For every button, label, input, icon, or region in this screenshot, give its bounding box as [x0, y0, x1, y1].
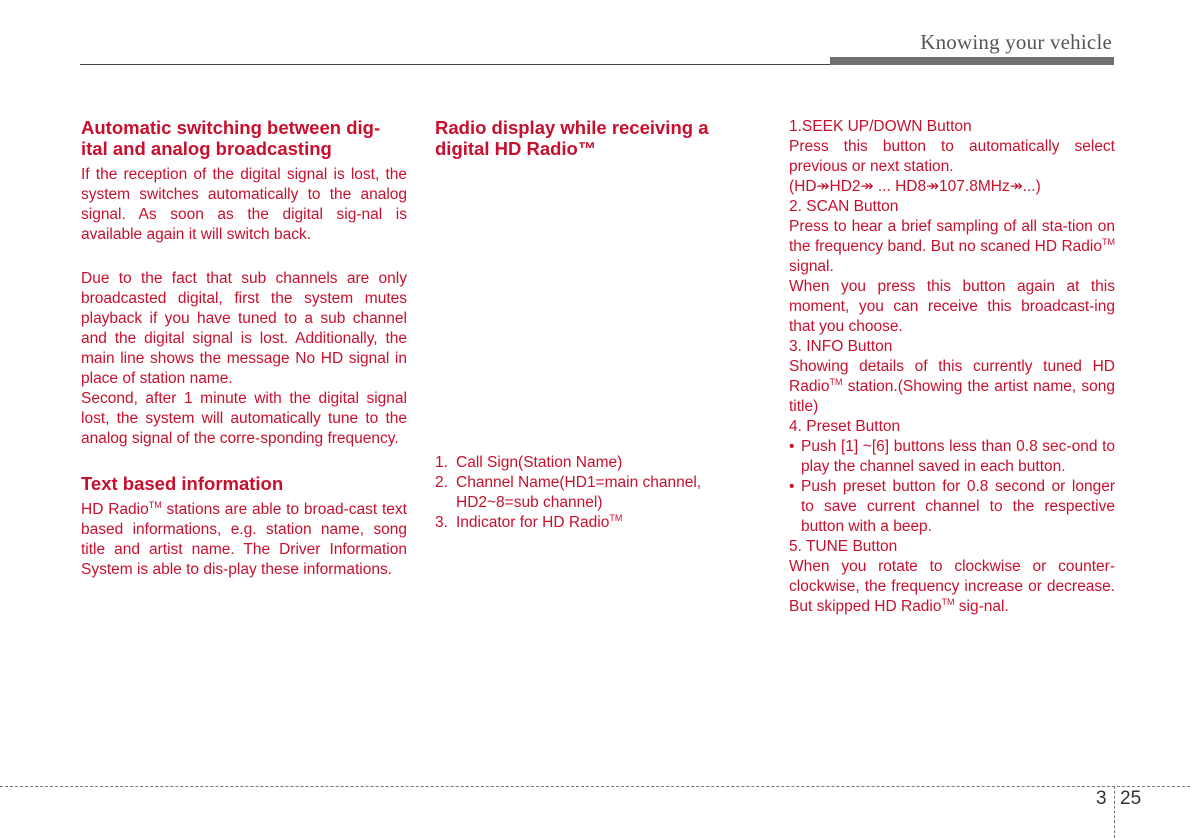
header-bar [830, 57, 1114, 65]
footer-dashed-rule [0, 786, 1190, 787]
column-middle [435, 117, 761, 533]
paragraph-seek: Press this button to automatically select previous or next station. [789, 138, 1115, 175]
paragraph-scan: Press to hear a brief sampling of all sta-tion on the frequency band. But no scaned HD Radio™ signal. [789, 218, 1115, 275]
paragraph-scan-again: When you press this button again at this moment, you can receive this broadcast-ing that you choose. [789, 278, 1115, 335]
list-item: 3. Indicator for HD Radio™ [435, 513, 623, 531]
list-item: • Push preset button for 0.8 second or longer to save current channel to the respective button with a beep. [789, 478, 1115, 535]
paragraph-analog-fallback: Second, after 1 minute with the digital signal lost, the system will automatically tune to the analog signal of the corre-sponding frequency. [81, 390, 407, 447]
paragraph-info: Showing details of this currently tuned HD Radio™ station.(Showing the artist name, song title) [789, 358, 1115, 415]
subsection-title-seek: 1.SEEK UP/DOWN Button [789, 118, 972, 135]
subsection-title-info: 3. INFO Button [789, 338, 893, 355]
list-item: 2. Channel Name(HD1=main channel, HD2~8=sub channel) [435, 474, 702, 511]
display-legend-list [435, 453, 761, 533]
subsection-title-preset: 4. Preset Button [789, 418, 901, 435]
footer-page-divider [1114, 786, 1115, 838]
list-item: 1. Call Sign(Station Name) [435, 454, 623, 471]
paragraph-tune: When you rotate to clockwise or counter-clockwise, the frequency increase or decrease. But skipped HD Radio™ sig-nal. [789, 558, 1115, 615]
paragraph-signal-lost: If the reception of the digital signal is lost, the system switches automatically to the analog signal. As soon as the digital sig-nal is available again it will switch back. [81, 166, 407, 243]
page-chapter-number: 3 [1096, 788, 1107, 809]
section-heading-text-info: Text based information [81, 473, 284, 494]
paragraph-sub-channels: Due to the fact that sub channels are only broadcasted digital, first the system mutes playback if you have tuned to a sub channel and the digital signal is lost. Additionally, the main line shows the message No HD signal in place of station name. [81, 270, 407, 387]
subsection-title-tune: 5. TUNE Button [789, 538, 898, 555]
column-left [81, 117, 407, 580]
section-heading-auto-switching: Automatic switching between dig- ital and analog broadcasting [81, 117, 381, 159]
subsection-title-scan: 2. SCAN Button [789, 198, 899, 215]
seek-sequence: (HD↠HD2↠ ... HD8↠107.8MHz↠...) [789, 178, 1041, 195]
paragraph-text-info: HD Radio™ stations are able to broad-cast text based informations, e.g. station name, song title and artist name. The Driver Information System is able to dis-play these informations. [81, 500, 407, 578]
page-number: 25 [1120, 788, 1142, 809]
section-heading-radio-display: Radio display while receiving a digital HD Radio™ [435, 117, 709, 159]
preset-bullet-list [789, 437, 1115, 537]
column-right [789, 117, 1115, 617]
running-header-title: Knowing your vehicle [920, 30, 1112, 54]
list-item: • Push [1] ~[6] buttons less than 0.8 sec-ond to play the channel saved in each button. [789, 438, 1115, 475]
